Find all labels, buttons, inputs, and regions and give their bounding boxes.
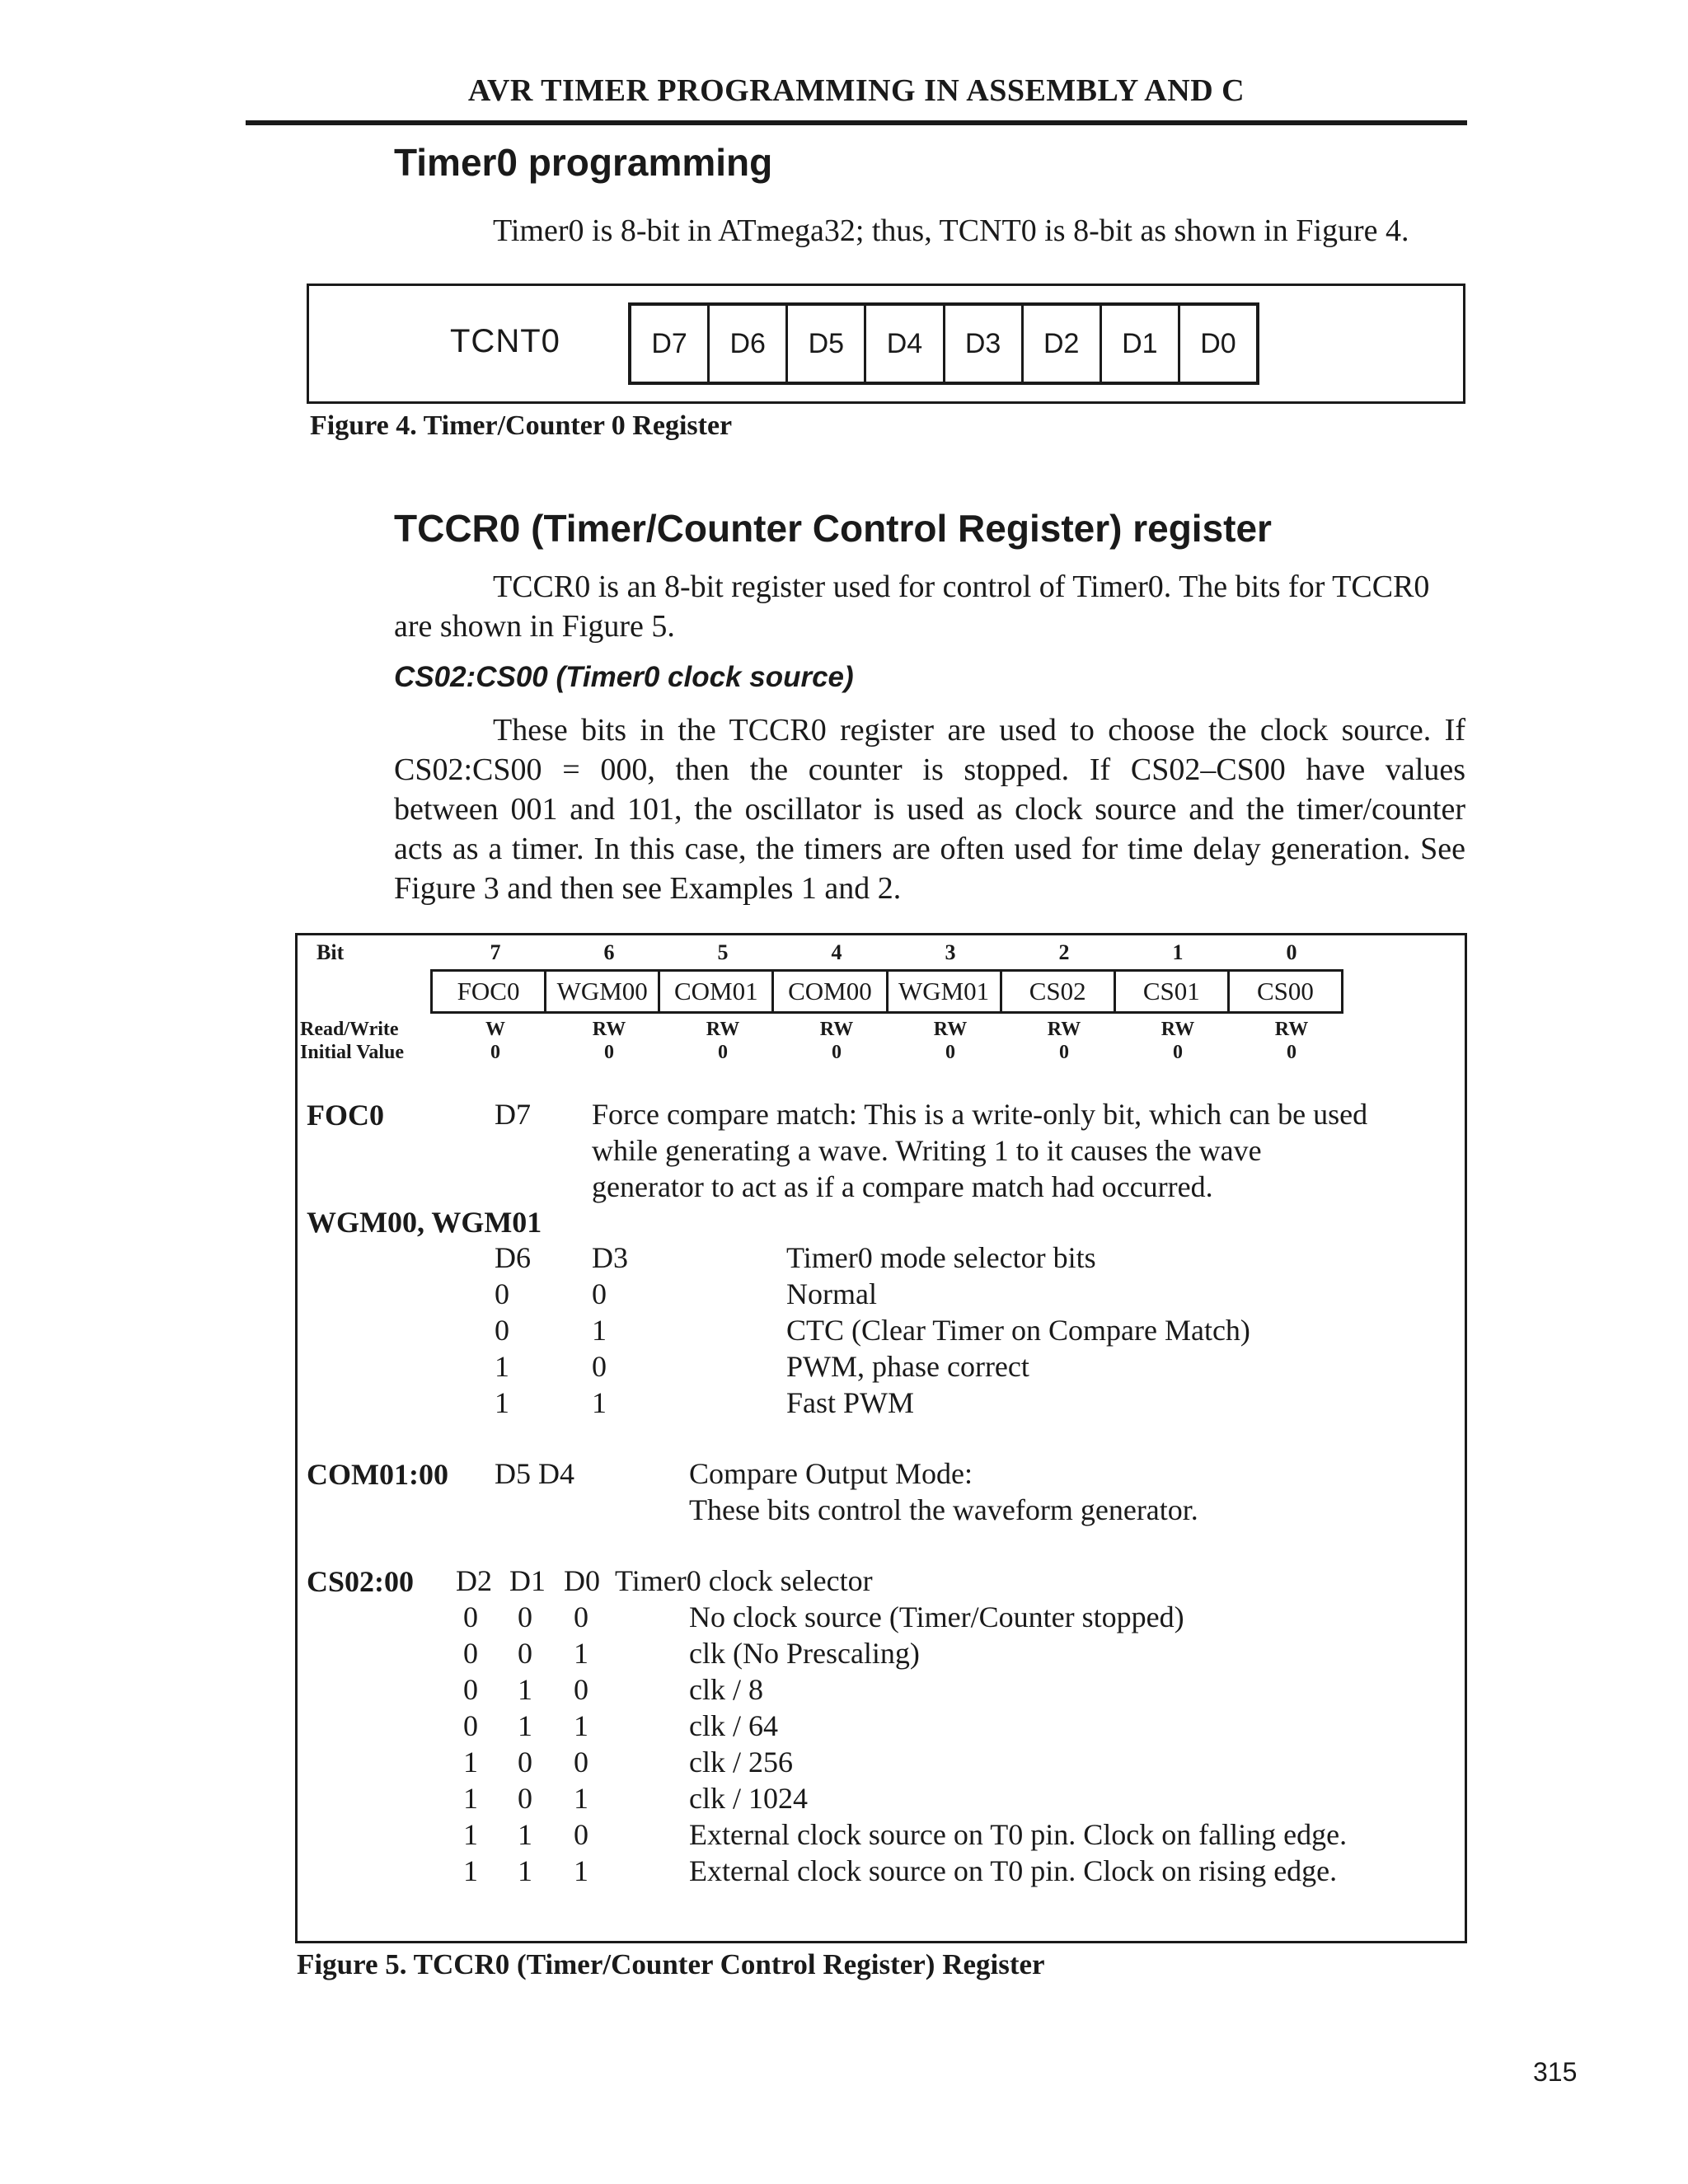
tcnt0-bit: D2 — [1024, 306, 1102, 382]
tcnt0-bit: D6 — [710, 306, 788, 382]
bit-number: 6 — [603, 940, 615, 964]
tccr0-register-bits — [430, 969, 1343, 1014]
cs-row-desc: clk / 8 — [689, 1673, 763, 1706]
cs-header-desc: Timer0 clock selector — [615, 1564, 873, 1597]
cs-row-d0: 0 — [574, 1746, 588, 1779]
section2-para2-line: between 001 and 101, the oscillator is used as clock source and the timer/counter — [394, 792, 1465, 827]
section1-text: Timer0 is 8-bit in ATmega32; thus, TCNT0 is 8-bit as shown in Figure 4. — [493, 213, 1409, 248]
section-title-tccr0: TCCR0 (Timer/Counter Control Register) register — [394, 507, 1272, 550]
bit-number: 3 — [945, 940, 956, 964]
initial-value: 0 — [1059, 1042, 1069, 1063]
initial-value: 0 — [1173, 1042, 1183, 1063]
section2-para1-line2: are shown in Figure 5. — [394, 609, 675, 644]
wgm-row-d3: 0 — [592, 1277, 607, 1310]
cs-row-d0: 1 — [574, 1782, 588, 1815]
tccr0-bit-name: WGM00 — [546, 972, 660, 1011]
section2-para2-line: These bits in the TCCR0 register are used to choose the clock source. If — [493, 713, 1465, 748]
tcnt0-label: TCNT0 — [450, 323, 560, 359]
wgm-header-d3: D3 — [592, 1241, 628, 1274]
foc0-desc-line: generator to act as if a compare match had occurred. — [592, 1170, 1213, 1203]
cs-row-desc: clk (No Prescaling) — [689, 1637, 920, 1670]
com-desc-line: Compare Output Mode: — [689, 1457, 973, 1490]
tccr0-bit-name: FOC0 — [433, 972, 546, 1011]
bit-number: 4 — [831, 940, 842, 964]
initial-value: 0 — [490, 1042, 500, 1063]
wgm-row-d6: 0 — [495, 1314, 509, 1347]
tcnt0-bit: D1 — [1102, 306, 1180, 382]
cs-row-d0: 0 — [574, 1601, 588, 1633]
section2-para1-line1: TCCR0 is an 8-bit register used for control of Timer0. The bits for TCCR0 — [493, 569, 1430, 604]
tccr0-bit-name: CS02 — [1002, 972, 1116, 1011]
tccr0-bit-name: WGM01 — [889, 972, 1002, 1011]
cs-row-d2: 1 — [463, 1746, 478, 1779]
section2-para2-line: CS02:CS00 = 000, then the counter is stopped. If CS02–CS00 have values — [394, 752, 1465, 787]
foc0-desc-line: Force compare match: This is a write-only bit, which can be used — [592, 1098, 1368, 1131]
cs-row-d1: 0 — [518, 1782, 532, 1815]
wgm-row-d6: 1 — [495, 1350, 509, 1383]
tcnt0-register-bits — [628, 302, 1259, 385]
tccr0-bit-name: COM00 — [774, 972, 888, 1011]
tcnt0-bit: D5 — [788, 306, 866, 382]
tcnt0-bit: D7 — [631, 306, 710, 382]
rw-value: RW — [1047, 1019, 1081, 1040]
rw-value: RW — [592, 1019, 626, 1040]
wgm-header-desc: Timer0 mode selector bits — [786, 1241, 1096, 1274]
wgm-row-d3: 1 — [592, 1314, 607, 1347]
cs-row-d2: 0 — [463, 1601, 478, 1633]
section2-para2-line: Figure 3 and then see Examples 1 and 2. — [394, 871, 902, 906]
foc0-desc-line: while generating a wave. Writing 1 to it causes the wave — [592, 1134, 1262, 1167]
clock-source-subhead: CS02:CS00 (Timer0 clock source) — [394, 661, 854, 693]
initial-value-label: Initial Value — [300, 1042, 405, 1063]
cs-row-d0: 1 — [574, 1637, 588, 1670]
cs-row-d2: 1 — [463, 1854, 478, 1887]
wgm-term: WGM00, WGM01 — [307, 1206, 542, 1239]
running-head: AVR TIMER PROGRAMMING IN ASSEMBLY AND C — [467, 73, 1245, 108]
header-rule — [246, 120, 1467, 125]
tcnt0-bit: D3 — [945, 306, 1024, 382]
foc0-term: FOC0 — [307, 1099, 384, 1132]
cs-row-desc: External clock source on T0 pin. Clock on rising edge. — [689, 1854, 1338, 1887]
bit-number: 0 — [1286, 940, 1297, 964]
cs-row-d2: 1 — [463, 1818, 478, 1851]
cs-row-desc: clk / 64 — [689, 1709, 778, 1742]
cs-row-d0: 1 — [574, 1709, 588, 1742]
com-desc-line: These bits control the waveform generator. — [689, 1493, 1198, 1526]
cs-header-d1: D1 — [509, 1564, 546, 1597]
bit-row-label: Bit — [316, 940, 345, 964]
wgm-row-mode: PWM, phase correct — [786, 1350, 1029, 1383]
cs-row-d1: 1 — [518, 1673, 532, 1706]
bit-number: 2 — [1058, 940, 1070, 964]
read-write-label: Read/Write — [300, 1019, 399, 1040]
cs-row-d2: 0 — [463, 1709, 478, 1742]
wgm-row-mode: Fast PWM — [786, 1386, 915, 1419]
cs-row-d1: 1 — [518, 1818, 532, 1851]
rw-value: RW — [1274, 1019, 1309, 1040]
wgm-row-d3: 0 — [592, 1350, 607, 1383]
figure5-caption: Figure 5. TCCR0 (Timer/Counter Control Register) Register — [297, 1948, 1045, 1980]
cs-header-d0: D0 — [564, 1564, 600, 1597]
cs-row-desc: clk / 256 — [689, 1746, 793, 1779]
cs-row-desc: clk / 1024 — [689, 1782, 808, 1815]
bit-number: 7 — [490, 940, 501, 964]
wgm-row-d6: 0 — [495, 1277, 509, 1310]
cs-row-d2: 1 — [463, 1782, 478, 1815]
initial-value: 0 — [604, 1042, 614, 1063]
section-title-timer0: Timer0 programming — [394, 141, 773, 184]
bit-number: 1 — [1172, 940, 1184, 964]
cs-row-d1: 0 — [518, 1637, 532, 1670]
cs-row-d0: 0 — [574, 1818, 588, 1851]
rw-value: RW — [706, 1019, 740, 1040]
section2-para2-line: acts as a timer. In this case, the timers are often used for time delay generation. See — [394, 832, 1465, 866]
cs-row-d0: 1 — [574, 1854, 588, 1887]
wgm-header-d6: D6 — [495, 1241, 531, 1274]
cs-row-desc: No clock source (Timer/Counter stopped) — [689, 1601, 1184, 1633]
tcnt0-bit: D4 — [866, 306, 945, 382]
com-bits: D5 D4 — [495, 1457, 574, 1490]
figure4-caption: Figure 4. Timer/Counter 0 Register — [310, 410, 733, 441]
cs-header-d2: D2 — [456, 1564, 492, 1597]
rw-value: W — [485, 1019, 505, 1040]
foc0-bit: D7 — [495, 1098, 531, 1131]
tccr0-bit-name: COM01 — [660, 972, 774, 1011]
initial-value: 0 — [832, 1042, 842, 1063]
initial-value: 0 — [1287, 1042, 1296, 1063]
rw-value: RW — [1160, 1019, 1195, 1040]
wgm-row-d3: 1 — [592, 1386, 607, 1419]
wgm-row-mode: CTC (Clear Timer on Compare Match) — [786, 1314, 1250, 1347]
cs-row-d1: 0 — [518, 1746, 532, 1779]
cs-row-d2: 0 — [463, 1637, 478, 1670]
bit-number: 5 — [717, 940, 729, 964]
rw-value: RW — [819, 1019, 854, 1040]
cs-row-d1: 0 — [518, 1601, 532, 1633]
cs-row-d2: 0 — [463, 1673, 478, 1706]
tcnt0-bit: D0 — [1200, 327, 1236, 359]
cs-row-d1: 1 — [518, 1854, 532, 1887]
wgm-row-d6: 1 — [495, 1386, 509, 1419]
initial-value: 0 — [718, 1042, 728, 1063]
cs-term: CS02:00 — [307, 1565, 415, 1598]
com-term: COM01:00 — [307, 1458, 448, 1491]
wgm-row-mode: Normal — [786, 1277, 877, 1310]
cs-row-d0: 0 — [574, 1673, 588, 1706]
tccr0-bit-name: CS00 — [1256, 977, 1314, 1005]
initial-value: 0 — [945, 1042, 955, 1063]
page-number: 315 — [1533, 2057, 1578, 2087]
cs-row-d1: 1 — [518, 1709, 532, 1742]
rw-value: RW — [933, 1019, 968, 1040]
tccr0-bit-name: CS01 — [1116, 972, 1230, 1011]
cs-row-desc: External clock source on T0 pin. Clock on falling edge. — [689, 1818, 1348, 1851]
